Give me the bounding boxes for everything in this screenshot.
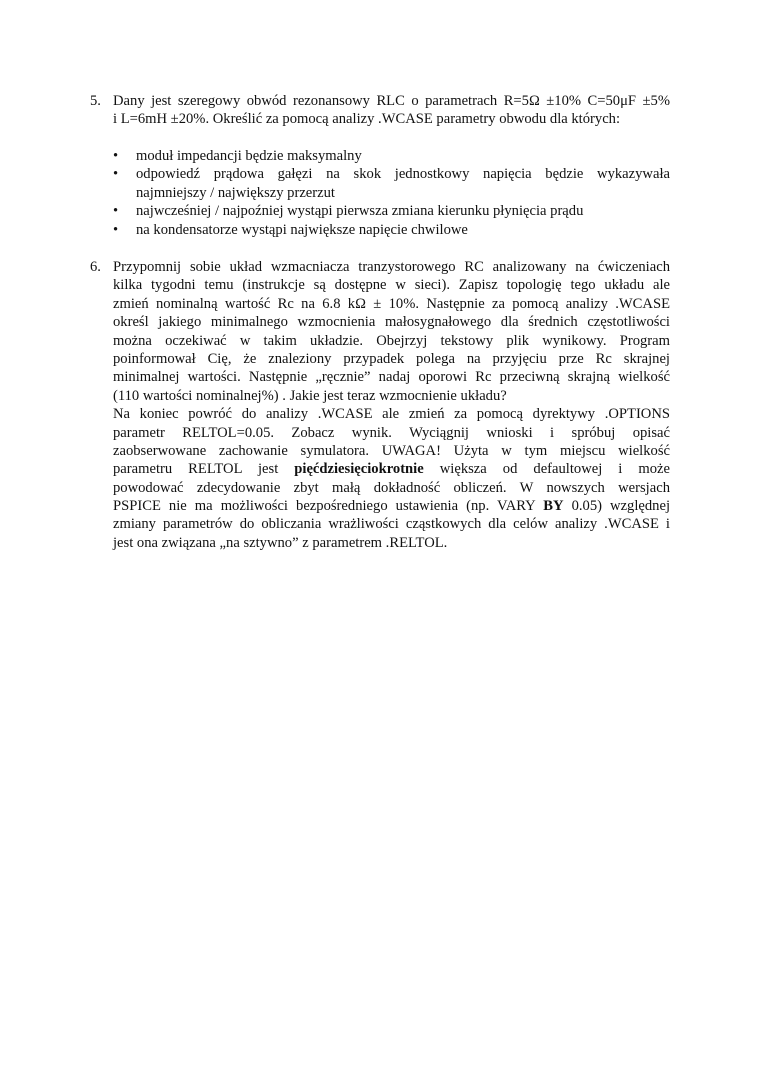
bullet-2-line-1: odpowiedź prądowa gałęzi na skok jednostkowy napięcia będzie wykazywała xyxy=(136,166,670,183)
task-6-line-5: można oczekiwać w takim układzie. Obejrzyj tekstowy plik wynikowy. Program xyxy=(113,332,670,349)
task-6-line-2: kilka tygodni temu (instrukcje są dostępne w sieci). Zapisz topologię tego układu ale xyxy=(113,277,670,294)
task-6-line-14 xyxy=(113,497,670,515)
task-5-number: 5. xyxy=(90,93,101,109)
reltol-text-pre: parametru RELTOL jest xyxy=(113,461,295,478)
bullet-item-4 xyxy=(111,221,670,239)
bullet-item-3 xyxy=(111,202,670,220)
task-6-line-10: parametr RELTOL=0.05. Zobacz wynik. Wyciągnij wnioski i spróbuj opisać xyxy=(113,424,670,441)
task-6-line-3: zmień nominalną wartość Rc na 6.8 kΩ ± 10%. Następnie za pomocą analizy .WCASE xyxy=(113,295,670,312)
task-6-line-7: minimalnej wartości. Następnie „ręcznie” nadaj oporowi Rc przeciwną skrajną wielkość xyxy=(113,369,670,386)
task-6-line-16: jest ona związana „na sztywno” z parametrem .RELTOL. xyxy=(113,534,448,551)
bullet-2-line-2: najmniejszy / największy przerzut xyxy=(136,184,335,201)
task-6-line-9: Na koniec powróć do analizy .WCASE ale zmień za pomocą dyrektywy .OPTIONS xyxy=(113,406,670,423)
bullet-4-line-1: na kondensatorze wystąpi największe napięcie chwilowe xyxy=(136,221,468,238)
bullet-3-line-1: najwcześniej / najpoźniej wystąpi pierwsza zmiana kierunku płynięcia prądu xyxy=(136,203,584,220)
vary-bold-word: BY xyxy=(543,498,564,515)
task-6-line-6: poinformował Cię, że znaleziony przypadek polega na przyjęciu prze Rc skrajnej xyxy=(113,350,670,367)
vary-text-post: 0.05) względnej xyxy=(563,498,670,515)
reltol-bold-word: pięćdziesięciokrotnie xyxy=(294,461,424,478)
task-6-line-13: powodować zdecydowanie zbyt małą dokładność obliczeń. W nowszych wersjach xyxy=(113,479,670,496)
task-5-text xyxy=(113,92,670,129)
bullet-icon: • xyxy=(113,166,119,183)
task-6-line-15: zmiany parametrów do obliczania wrażliwości cząstkowych dla celów analizy .WCASE i xyxy=(113,516,670,533)
task-6-line-11: zaobserwowane zachowanie symulatora. UWAGA! Użyta w tym miejscu wielkość xyxy=(113,442,670,459)
task-6-line-8: (110 wartości nominalnej%) . Jakie jest teraz wzmocnienie układu? xyxy=(113,387,507,404)
task-5-line-2: i L=6mH ±20%. Określić za pomocą analizy .WCASE parametry obwodu dla których: xyxy=(113,111,621,128)
task-6-line-12 xyxy=(113,460,670,478)
reltol-text-post: większa od defaultowej i może xyxy=(423,461,670,478)
bullet-item-1 xyxy=(111,147,670,165)
bullet-icon: • xyxy=(113,203,119,220)
bullet-icon: • xyxy=(113,221,119,238)
task-6-line-1: Przypomnij sobie układ wzmacniacza tranzystorowego RC analizowany na ćwiczeniach xyxy=(113,259,670,275)
task-5-bullet-list xyxy=(111,147,670,239)
task-6-line-4: określ jakiego minimalnego wzmocnienia małosygnałowego dla średnich częstotliwości xyxy=(113,314,670,331)
task-5-line-1: Dany jest szeregowy obwód rezonansowy RLC o parametrach R=5Ω ±10% C=50μF ±5% xyxy=(113,93,670,109)
vary-text-pre: PSPICE nie ma możliwości bezpośredniego ustawienia (np. VARY xyxy=(113,498,544,515)
task-6-text xyxy=(113,258,670,552)
bullet-icon: • xyxy=(113,148,119,164)
bullet-item-2 xyxy=(111,165,670,202)
bullet-1-line-1: moduł impedancji będzie maksymalny xyxy=(136,148,362,164)
task-6-number: 6. xyxy=(90,259,101,275)
